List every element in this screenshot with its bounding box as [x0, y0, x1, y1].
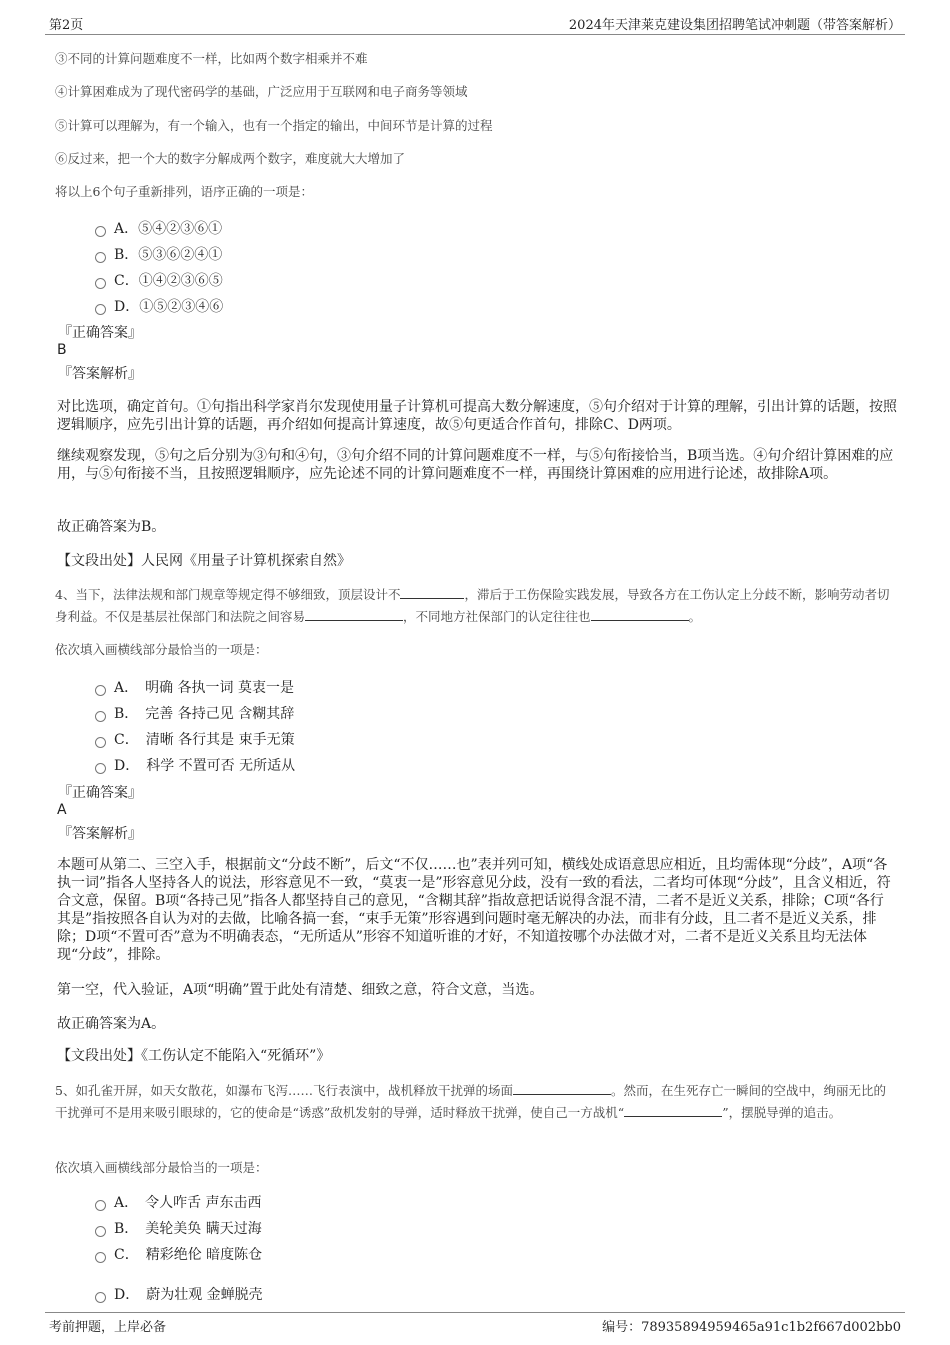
blank-1 — [513, 1082, 611, 1095]
q3-analysis-label: 『答案解析』 — [58, 366, 142, 382]
q5-option-d[interactable]: D． 蔚为壮观 金蝉脱壳 — [95, 1284, 263, 1304]
document-id: 编号：78935894959465a91c1b2f667d002bb0 — [602, 1320, 901, 1335]
q4-option-a[interactable]: A． 明确 各执一词 莫衷一是 — [95, 677, 294, 697]
q5-option-b[interactable]: B． 美轮美奂 瞒天过海 — [95, 1218, 262, 1238]
q3-analysis-1: 对比选项，确定首句。①句指出科学家肖尔发现使用量子计算机可提高大数分解速度，⑤句介绍对于计算的理解，引出计算的话题，按照逻辑顺序，应先引出计算的话题，再介绍如何提高计算速度，故⑤句更适合作首句，排除C、D两项。 — [57, 399, 897, 433]
q5-stem: 5、如孔雀开屏，如天女散花，如瀑布飞泻……飞行表演中，战机释放干扰弹的场面 。然而，在生死存亡一瞬间的空战中，绚丽无比的干扰弹可不是用来吸引眼球的，它的使命是“诱惑”敌机发射的导弹，适时释放干扰弹，使自己一方战机“ ”，摆脱导弹的追击。 — [55, 1083, 886, 1120]
radio-icon[interactable] — [95, 278, 106, 289]
q3-option-b[interactable]: B．⑤③⑥②④① — [95, 244, 222, 264]
q3-answer-label: 『正确答案』 — [58, 325, 142, 341]
radio-icon[interactable] — [95, 763, 106, 774]
radio-icon[interactable] — [95, 1200, 106, 1211]
sentence-3: ③不同的计算问题难度不一样，比如两个数字相乘并不难 — [55, 51, 368, 66]
footer-slogan: 考前押题，上岸必备 — [49, 1320, 167, 1335]
q4-prompt: 依次填入画横线部分最恰当的一项是： — [55, 642, 268, 657]
radio-icon[interactable] — [95, 1252, 106, 1263]
q4-analysis-1: 本题可从第二、三空入手，根据前文“分歧不断”，后文“不仅……也”表并列可知，横线处成语意思应相近，且均需体现“分歧”，A项“各执一词”指各人坚持各人的说法，形容意见不一致，“莫衷一是”形容意见分歧，没有一致的看法，二者均可体现“分歧”，且含义相近，符合文意，保留。B项“各持己见”指各人都坚持自己的意见，“含糊其辞”指故意把话说得含混不清，二者不是近义关系，排除；C项“各行其是”指按照各自认为对的去做，比喻各搞一套，“束手无策”形容遇到问题时毫无解决的办法，而非有分歧，且二者不是近义关系，排除；D项“不置可否”意为不明确表态，“无所适从”形容不知道听谁的才好，不知道按哪个办法做才对，二者不是近义关系且均无法体现“分歧”，排除。 — [57, 857, 891, 963]
blank-2 — [624, 1104, 722, 1117]
radio-icon[interactable] — [95, 226, 106, 237]
q3-analysis-2: 继续观察发现，⑤句之后分别为③句和④句，③句介绍不同的计算问题难度不一样，与⑤句衔接恰当，B项当选。④句介绍计算困难的应用，与⑤句衔接不当，且按照逻辑顺序，应先论述不同的计算问题难度不一样，再围绕计算困难的应用进行论述，故排除A项。 — [57, 448, 894, 482]
q3-prompt: 将以上6个句子重新排列，语序正确的一项是： — [55, 184, 313, 199]
q5-prompt: 依次填入画横线部分最恰当的一项是： — [55, 1160, 268, 1175]
page-number: 第2页 — [49, 18, 84, 33]
q5-option-c[interactable]: C． 精彩绝伦 暗度陈仓 — [95, 1244, 262, 1264]
q4-option-c[interactable]: C． 清晰 各行其是 束手无策 — [95, 729, 295, 749]
radio-icon[interactable] — [95, 685, 106, 696]
q5-option-a[interactable]: A． 令人咋舌 声东击西 — [95, 1192, 262, 1212]
sentence-4: ④计算困难成为了现代密码学的基础，广泛应用于互联网和电子商务等领域 — [55, 84, 468, 99]
page-footer — [45, 1312, 905, 1335]
radio-icon[interactable] — [95, 711, 106, 722]
sentence-6: ⑥反过来，把一个大的数字分解成两个数字，难度就大大增加了 — [55, 151, 406, 166]
q4-stem: 4、当下，法律法规和部门规章等规定得不够细致，顶层设计不 ，滞后于工伤保险实践发展，导致各方在工伤认定上分歧不断，影响劳动者切身利益。不仅是基层社保部门和法院之间容易 ，不同地方社保部门的认定往往也 。 — [55, 587, 890, 624]
q4-answer: A — [57, 802, 67, 818]
q3-analysis-3: 故正确答案为B。 — [57, 519, 166, 535]
q4-analysis-label: 『答案解析』 — [58, 826, 142, 842]
radio-icon[interactable] — [95, 1292, 106, 1303]
q3-option-a[interactable]: A．⑤④②③⑥① — [95, 218, 222, 238]
q4-option-d[interactable]: D． 科学 不置可否 无所适从 — [95, 755, 295, 775]
q3-source: 【文段出处】人民网《用量子计算机探索自然》 — [57, 553, 351, 569]
q3-option-c[interactable]: C．①④②③⑥⑤ — [95, 270, 223, 290]
q4-analysis-2: 第一空，代入验证，A项“明确”置于此处有清楚、细致之意，符合文意，当选。 — [57, 982, 544, 998]
page-header — [45, 14, 905, 35]
radio-icon[interactable] — [95, 304, 106, 315]
q4-option-b[interactable]: B． 完善 各持己见 含糊其辞 — [95, 703, 294, 723]
blank-1 — [400, 586, 464, 599]
radio-icon[interactable] — [95, 252, 106, 263]
q4-source: 【文段出处】《工伤认定不能陷入“死循环”》 — [57, 1048, 331, 1064]
radio-icon[interactable] — [95, 737, 106, 748]
q4-analysis-3: 故正确答案为A。 — [57, 1016, 166, 1032]
sentence-5: ⑤计算可以理解为，有一个输入，也有一个指定的输出，中间环节是计算的过程 — [55, 118, 493, 133]
blank-2 — [305, 608, 403, 621]
radio-icon[interactable] — [95, 1226, 106, 1237]
blank-3 — [591, 608, 689, 621]
q3-answer: B — [57, 342, 67, 358]
document-title: 2024年天津莱克建设集团招聘笔试冲刺题（带答案解析） — [568, 18, 901, 33]
q3-option-d[interactable]: D．①⑤②③④⑥ — [95, 296, 223, 316]
q4-answer-label: 『正确答案』 — [58, 785, 142, 801]
